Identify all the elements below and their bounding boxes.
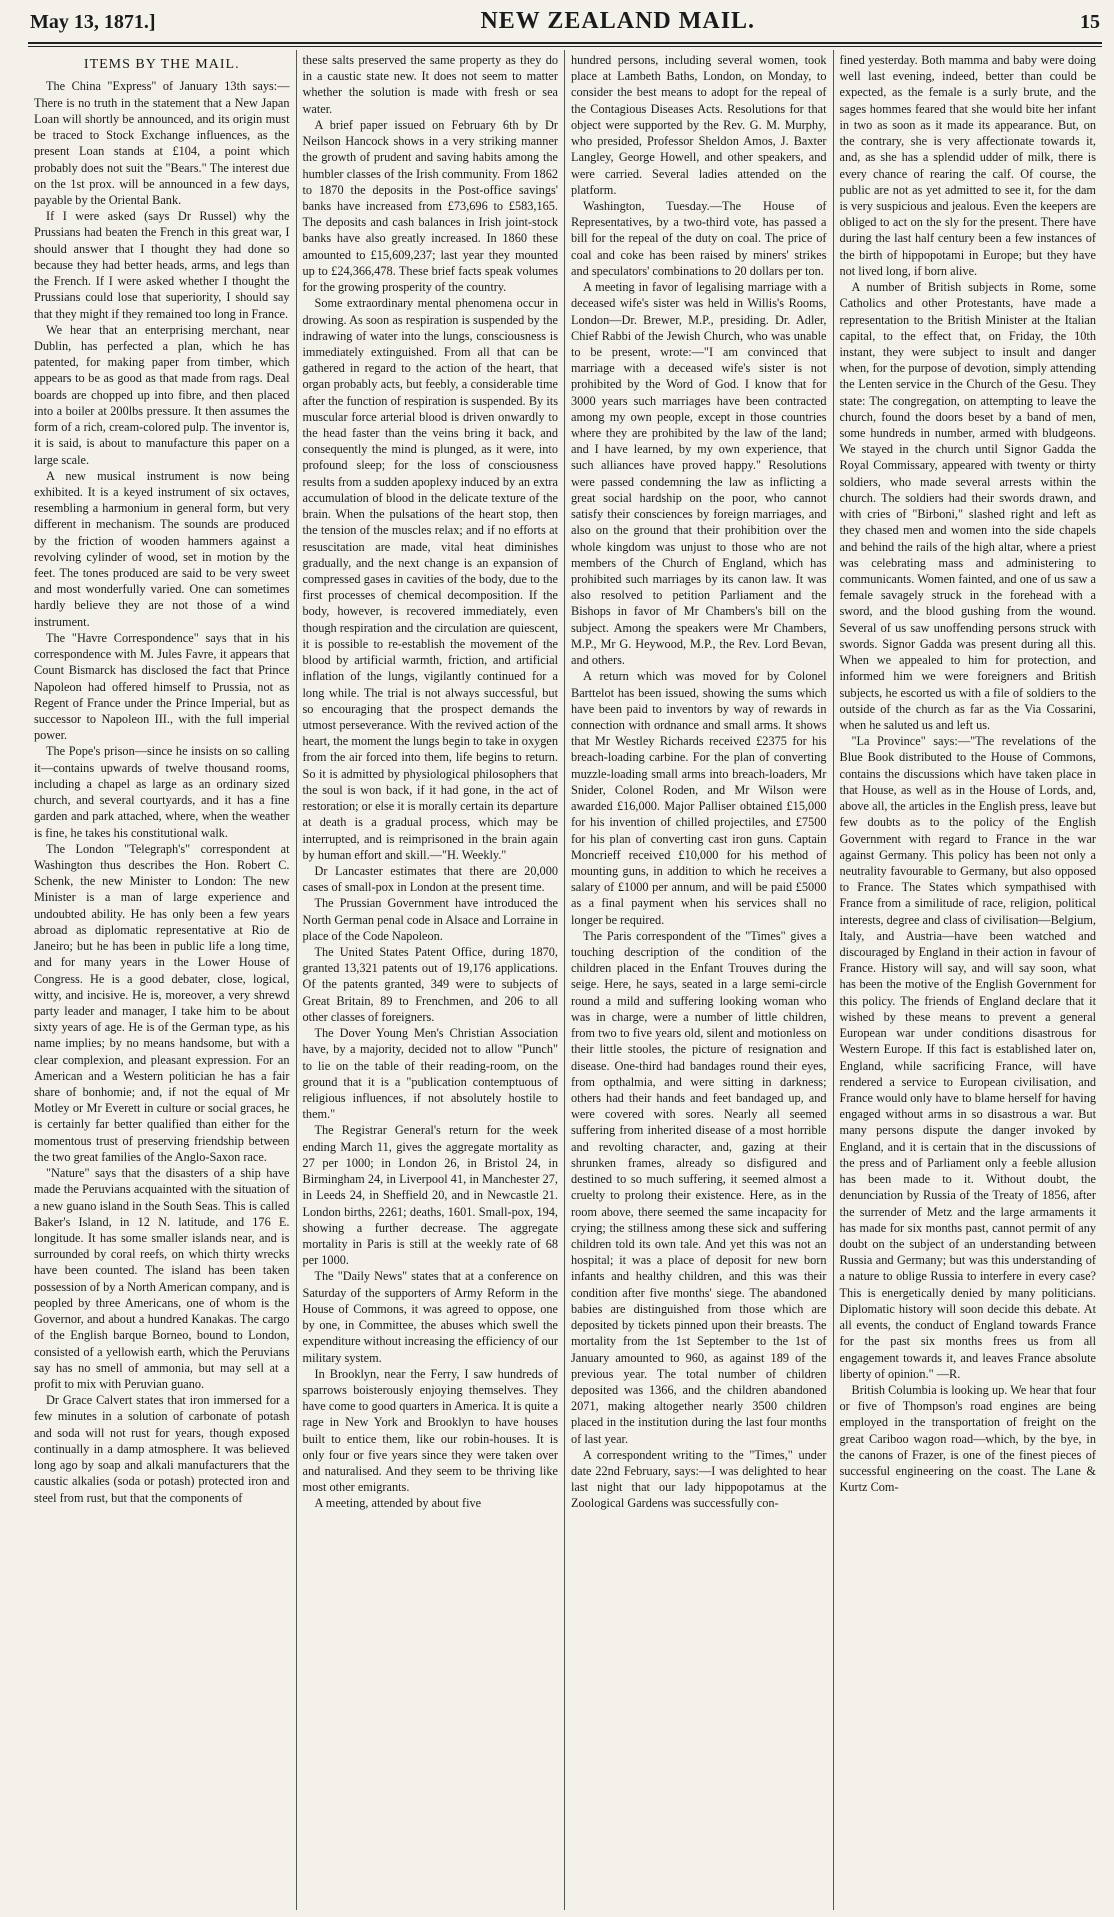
newspaper-title: NEW ZEALAND MAIL. [480, 8, 756, 34]
article-paragraph: The Paris correspondent of the "Times" gives a touching description of the condition of the children placed in the Enfant Trouves during the seige. Here, he says, seated in a large semi-circle round a mild and suffering looking woman who was in charge, were a number of little children, from two to five years old, silent and motionless on their little stooles, the picture of resignation and disease. One-third had bandages round their eyes, from opthalmia, and were sitting in darkness; others had their hands and feet bandaged up, and were covered with sores. Nearly all seemed suffering from inherited disease of a most horrible and revolting character, and, gazing at their shrunken frames, already so disfigured and destined to so much suffering, it seemed almost a cruelty to prolong their existence. Here, as in the room above, there seemed the same incapacity for crying; the stillness among these sick and suffering children told its own tale. And yet this was not an hospital; it was a place of deposit for new born infants and healthy children, and this was their condition after five months' siege. The abandoned babies are distinguished from those which are deposited by tickets pinned upon their breasts. The mortality from the 1st September to the 1st of January amounted to 960, as against 189 of the previous year. The total number of children deposited was 1366, and the children abandoned 2071, making altogether nearly 3500 children placed in the institution during the last four months of last year. [571, 928, 827, 1446]
article-paragraph: The China "Express" of January 13th says:—There is no truth in the statement that a New Japan Loan will shortly be announced, and its origin must be traced to Stock Exchange influences, as the present Loan stands at £104, a point which probably does not suit the "Bears." The interest due on the 1st prox. will be announced in a few days, payable by the Oriental Bank. [34, 79, 290, 207]
article-paragraph: The London "Telegraph's" correspondent at Washington thus describes the Hon. Robert C. Schenk, the new Minister to London: The new Minister is a man of large experience and undoubted ability. He has only been a few years abroad as diplomatic representative at Rio de Janeiro; but he has been in public life a long time, and for many years in the Lower House of Congress. He is a good debater, close, logical, witty, and incisive. He is, moreover, a very shrewd party leader and manager, I take him to be about sixty years of age. He is of the German type, as his name implies; by no means handsome, but with a clear complexion, and pleasant expression. For an American and a Western politician he has a fair share of bonhomie; and, if not the equal of Mr Motley or Mr Everett in culture or social graces, he is certainly far better qualified than either for the momentous trust of preserving friendship between the two great families of the Anglo-Saxon race. [34, 841, 290, 1164]
column-2 [297, 50, 566, 1910]
article-paragraph: A new musical instrument is now being exhibited. It is a keyed instrument of six octaves, resembling a harmonium in general form, but very different in mechanism. The sounds are produced by the friction of wooden hammers against a revolving cylinder of wood, set in motion by the feet. The tones produced are said to be very sweet and most wonderfully varied. One can sometimes hardly believe they are not those of a wind instrument. [34, 468, 290, 629]
article-paragraph: "La Province" says:—"The revelations of the Blue Book distributed to the House of Commons, contains the discussions which have taken place in that House, as well as in the House of Lords, and, above all, the articles in the English press, leave but few doubts as to the policy of the English Government with regard to France in the war against Germany. This policy has been not only a neutrality favourable to Germany, but also opposed to France. The States which sympathised with France from a similitude of race, religion, political interests, degree and class of civilisation—Belgium, Italy, and Austria—have been watched and discouraged by England in their action in favour of France. History will say, and will say soon, what has been the motive of the English Government for this policy. The friends of England declare that it wished by these means to prevent a general European war under conditions disastrous for Western Europe. If this fact is established later on, England, while sacrificing France, will have rendered a service to European civilisation, and France would only have to blame herself for having engaged without arms in so disastrous a war. But many persons dispute the danger invoked by England, and it is certain that in the discussions of the press and of Parliament only a feeble allusion has been made to it. Without doubt, the denunciation by Russia of the Treaty of 1856, after the surrender of Metz and the large armaments it has made for six months past, cannot permit of any doubt on the subject of an understanding between Russia and Germany; but was this understanding of a nature to oblige Russia to interfere in every case? This is energetically denied by many politicians. Diplomatic history will soon decide this debate. At all events, the conduct of England towards France for the past six months frees us from all engagement towards it, and leaves France absolute liberty of opinion." —R. [839, 734, 1096, 1381]
article-paragraph: If I were asked (says Dr Russel) why the Prussians had beaten the French in this great war, I should answer that I thought they had done so because they had better heads, arms, and legs than the French. If I were asked whether I thought the Prussians could lose that superiority, I should say that they might if they remained too long in France. [34, 209, 290, 321]
masthead [30, 8, 1100, 38]
article-paragraph: A correspondent writing to the "Times," under date 22nd February, says:—I was delighted to hear last night that our lady hippopotamus at the Zoological Gardens was successfully con- [571, 1447, 827, 1511]
article-paragraph: The Registrar General's return for the week ending March 11, gives the aggregate mortality as 27 per 1000; in London 26, in Bristol 24, in Birmingham 24, in Liverpool 41, in Manchester 27, in Leeds 24, in Sheffield 20, and in Newcastle 21. London births, 2261; deaths, 1601. Small-pox, 194, showing a further decrease. The aggregate mortality in Paris is still at the weekly rate of 68 per 1000. [302, 1123, 558, 1268]
article-paragraph: Washington, Tuesday.—The House of Representatives, by a two-third vote, has passed a bill for the repeal of the duty on coal. The price of coal and coke has been raised by miners' strikes and speculators' combinations to 20 dollars per ton. [571, 198, 827, 278]
article-paragraph: The Prussian Government have introduced the North German penal code in Alsace and Lorraine in place of the Code Napoleon. [302, 896, 558, 943]
article-paragraph: A meeting, attended by about five [314, 1496, 482, 1511]
header-rule-thin [28, 46, 1102, 47]
header-rule [28, 42, 1102, 44]
article-paragraph: The Pope's prison—since he insists on so calling it—contains upwards of twelve thousand rooms, including a chapel as large as an ordinary sized church, and several courtyards, and it has a fine garden and park attached, where, when the weather is fine, he takes his constitutional walk. [34, 744, 290, 840]
article-paragraph: The "Havre Correspondence" says that in his correspondence with M. Jules Favre, it appears that Count Bismarck has disclosed the fact that Prince Napoleon had offered himself to Prussia, not as Regent of France under the Prince Imperial, but as successor to Napoleon III., with the full imperial power. [34, 630, 290, 743]
article-paragraph: Dr Lancaster estimates that there are 20,000 cases of small-pox in London at the present time. [302, 863, 558, 895]
article-paragraph: "Nature" says that the disasters of a ship have made the Peruvians acquainted with the situation of a new guano island in the South Seas. This is called Baker's Island, in 12 N. latitude, and 176 E. longitude. It has some smaller islands near, and is surrounded by coral reefs, on which thirty wrecks have been counted. The island has been taken possession of by a North American company, and is peopled by three Americans, one of whom is the Governor, and about a hundred Kanakas. The cargo of the English barque Borneo, bound to London, consisted of a yellowish earth, which the Peruvians say has no smell of ammonia, but may sell at a profit to mix with Peruvian guano. [34, 1166, 290, 1391]
article-paragraph: The Dover Young Men's Christian Association have, by a majority, decided not to allow "Punch" to lie on the table of their reading-room, on the ground that it is a "publication contemptuous of religious influences, if not absolutely hostile to them." [302, 1026, 558, 1122]
article-columns [28, 50, 1102, 1910]
page-number: 15 [1079, 11, 1100, 33]
column-3 [565, 50, 834, 1910]
article-paragraph: hundred persons, including several women, took place at Lambeth Baths, London, on Monday, to consider the best means to adopt for the repeal of the Contagious Diseases Acts. Resolutions for that object were supported by the Rev. G. M. Murphy, who presided, Professor Sheldon Amos, J. Baxter Langley, George Howell, and other speakers, and were carried. Several ladies attended on the platform. [571, 53, 827, 197]
article-paragraph: We hear that an enterprising merchant, near Dublin, has perfected a plan, which he has patented, for making paper from timber, which appears to be as good as that made from rags. Deal boards are chopped up into fibre, and then placed into a boiler at 200lbs pressure. It then assumes the form of a rich, cream-colored pulp. The inventor is, it is said, is about to manufacture this paper on a large scale. [34, 322, 290, 467]
column-4 [834, 50, 1103, 1910]
article-paragraph: Dr Grace Calvert states that iron immersed for a few minutes in a solution of carbonate of potash and soda will not rust for years, though exposed continually in a damp atmosphere. It was believed long ago by soap and alkali manufacturers that the caustic alkalies (soda or potash) protected iron and steel from rust, but that the components of [34, 1393, 290, 1505]
article-paragraph: fined yesterday. Both mamma and baby were doing well last evening, indeed, better than could be expected, as the female is a surly brute, and the sages hommes feared that she would bite her infant in two as soon as it made its appearance. But, on the contrary, she is very affectionate towards it, and, as she has a splendid udder of milk, there is every chance of rearing the calf. Of course, the public are not as yet admitted to see it, for the dam is very suspicious and jealous. Even the keepers are obliged to act on the sly for the present. There have during the last half century been a few instances of the birth of hippopotami in Europe; but they have not lived long, if born alive. [839, 53, 1096, 278]
article-paragraph: The United States Patent Office, during 1870, granted 13,321 patents out of 19,176 applications. Of the patents granted, 349 were to subjects of Great Britain, 89 to Frenchmen, and 206 to all other classes of foreigners. [302, 945, 558, 1024]
column-1 [28, 50, 297, 1910]
article-paragraph: British Columbia is looking up. We hear that four or five of Thompson's road engines are being employed in the transportation of freight on the great Cariboo wagon road—which, by the bye, in the canons of Frazer, is one of the finest pieces of successful engineering on the coast. The Lane & Kurtz Com- [839, 1382, 1096, 1495]
section-title: ITEMS BY THE MAIL. [83, 57, 240, 72]
article-paragraph: The "Daily News" states that at a conference on Saturday of the supporters of Army Reform in the House of Commons, it was agreed to oppose, one by one, in Committee, the abuses which swell the expenditure without increasing the efficiency of our military system. [302, 1269, 558, 1365]
article-paragraph: Some extraordinary mental phenomena occur in drowing. As soon as respiration is suspended by the indrawing of water into the lungs, consciousness is immediately extinguished. From all that can be gathered in regard to the action of the heart, that organ probably acts, but feebly, a considerable time after the function of respiration is suspended. By its muscular force arterial blood is driven onwardly to the head faster than the veins bring it back, and consequently the mind is plunged, as it were, into profound sleep; for the loss of consciousness results from a sudden apoplexy induced by an extra accumulation of blood in the delicate texture of the brain. When the pulsations of the heart stop, then the tension of the muscles relax; and if no efforts at resuscitation are made, vital heat diminishes gradually, and the next change is an expansion of compressed gases in cavities of the body, due to the first processes of chemical decomposition. If the body, however, is recovered immediately, even though respiration and the circulation are quiescent, it is possible to re-establish the movement of the blood by artificial warmth, friction, and artificial inflation of the lungs, vigilantly continued for a long while. The trial is not always successful, but so encouraging that the prospect demands the utmost perseverance. With the revived action of the heart, the moment the lungs begin to take in oxygen from the air forced into them, life begins to return. So it is admitted by physiological philosophers that the soul is won back, if it had gone, in the act of restoration; or else it is morally certain its departure at death is a gradual process, which may be interrupted, and is reimprisoned in the brain again by human effort and skill.—"H. Weekly." [302, 296, 558, 862]
article-paragraph: A meeting in favor of legalising marriage with a deceased wife's sister was held in Willis's Rooms, London—Dr. Brewer, M.P., presiding. Dr. Adler, Chief Rabbi of the Jewish Church, who was unable to be present, wrote:—"I am convinced that marriage with a deceased wife's sister is not prohibited by the Word of God. I know that for 3000 years such marriages have been contracted among my own people, except in those countries where they are prohibited by the law of the land; and I have learned, by my own experience, that such alliances have proved happy." Resolutions were passed condemning the law as inflicting a great social hardship on the poor, who cannot satisfy their consciences by foreign marriages, and also on the ground that their prohibition over the whole kingdom was unjust to those who are not members of the Church of England, which has prohibited such marriages by its canon law. It was also resolved to petition Parliament and the Bishops in favor of Mr Chambers's bill on the subject. Among the speakers were Mr Chambers, M.P., Mr G. Heywood, M.P., the Rev. Lord Bevan, and others. [571, 280, 827, 668]
article-paragraph: these salts preserved the same property as they do in a caustic state new. It does not seem to matter whether the solution is made with fresh or sea water. [302, 53, 558, 116]
article-paragraph: In Brooklyn, near the Ferry, I saw hundreds of sparrows boisterously enjoying themselves. They have come to good quarters in America. It is quite a rage in New York and Brooklyn to have houses built to entice them, like our robin-houses. It is only four or five years since they were taken over and naturalised. And they seem to be thriving like most other emigrants. [302, 1366, 558, 1495]
article-paragraph: A number of British subjects in Rome, some Catholics and other Protestants, have made a representation to the British Minister at the Italian capital, to the effect that, on Friday, the 10th instant, they were subject to insult and danger when, for the purpose of devotion, simply attending the Lenten service in the Church of the Gesu. They state: The congregation, on attempting to leave the church, found the doors beset by a band of men, some hundreds in number, armed with bludgeons. We stayed in the church until Signor Gadda the Royal Commissary, appeared with twenty or thirty soldiers, who made several arrests within the church. The soldiers had their swords drawn, and with cries of "Birboni," slashed right and left as they chased men and women into the side chapels and behind the rails of the high altar, where a priest was celebrating mass and administering to communicants. Women fainted, and one of us saw a female savagely struck in the forehead with a sword, and the blood gushing from the wound. Several of us saw unoffending persons struck with swords. Signor Gadda was present during all this. When we appealed to him for protection, and informed him we were foreigners and British subjects, he escorted us with a file of soldiers to the outside of the church as far as the Via Cossarini, when he saluted us and left us. [839, 280, 1096, 732]
article-paragraph: A return which was moved for by Colonel Barttelot has been issued, showing the sums which have been paid to inventors by way of rewards in connection with ordnance and small arms. It shows that Mr Westley Richards received £2375 for his breach-loading carbine. For the plan of converting muzzle-loading small arms into breach-loaders, Mr Snider, Colonel Roden, and Mr Wilson were awarded £16,000. Major Palliser obtained £15,000 for his invention of chilled projectiles, and £7500 for his plan of converting cast iron guns. Captain Moncrieff received £10,000 for his method of mounting guns, in addition to which he receives a salary of £1000 per annum, and will be paid £5000 as a final payment when his services shall no longer be required. [571, 669, 827, 927]
article-paragraph: A brief paper issued on February 6th by Dr Neilson Hancock shows in a very striking manner the growth of prudent and saving habits among the humbler classes of the Irish community. From 1862 to 1870 the deposits in the Post-office savings' banks have increased from £73,696 to £583,165. The deposits and cash balances in Irish joint-stock banks have also greatly increased. In 1860 these amounted to £15,609,237; last year they mounted up to £24,366,478. These brief facts speak volumes for the growing prosperity of the country. [302, 117, 558, 295]
issue-date: May 13, 1871.] [30, 11, 156, 33]
